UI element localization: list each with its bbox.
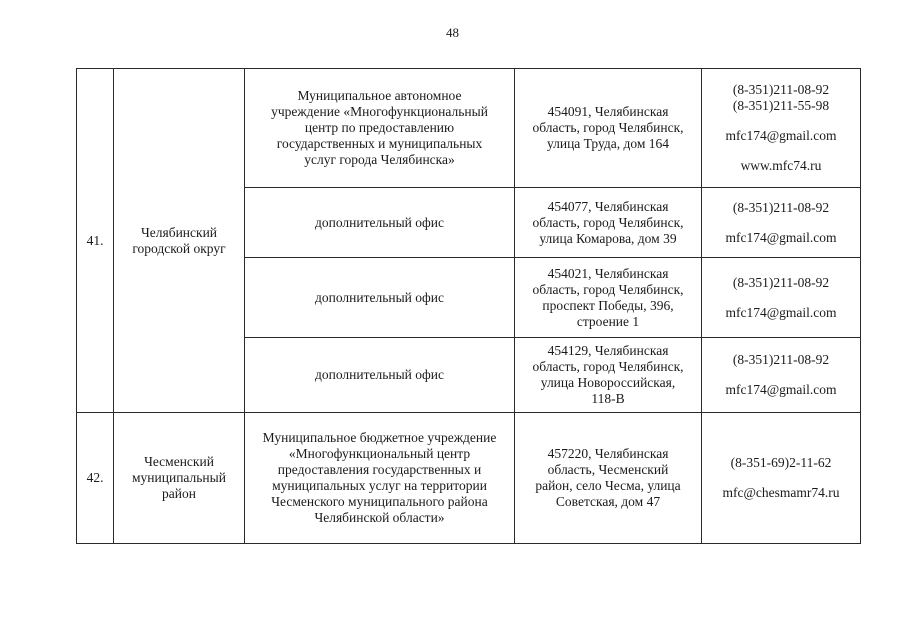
organization-name-line: услуг города Челябинска» xyxy=(304,152,455,167)
row-number: 42. xyxy=(86,470,104,485)
organization-name-line: муниципальных услуг на территории xyxy=(272,478,487,493)
phone: (8-351)211-08-92 xyxy=(732,82,830,97)
row-number-cell xyxy=(77,69,114,413)
district-name-line: Чесменский xyxy=(144,454,214,469)
organization-cell xyxy=(245,338,515,413)
contacts-cell xyxy=(702,338,861,413)
contacts-cell xyxy=(702,188,861,258)
table-row xyxy=(77,413,861,544)
address-line: проспект Победы, 396, xyxy=(542,297,674,313)
address-line: область, город Челябинск, xyxy=(532,120,684,135)
phone: (8-351)211-55-98 xyxy=(732,98,830,113)
phone: (8-351)211-08-92 xyxy=(732,352,830,367)
contacts-cell xyxy=(702,258,861,338)
district-cell xyxy=(114,69,245,413)
organization-name-line: центр по предоставлению xyxy=(304,120,455,135)
address-cell xyxy=(515,258,702,338)
organization-cell xyxy=(245,69,515,188)
email: mfc174@gmail.com xyxy=(725,304,837,320)
address-line: область, город Челябинск, xyxy=(532,214,684,230)
address-line: 454091, Челябинская xyxy=(547,104,669,119)
organization-name-line: Челябинской области» xyxy=(314,510,445,525)
district-cell xyxy=(114,413,245,544)
address-line: область, город Челябинск, xyxy=(532,281,684,297)
organization-name-line: Муниципальное автономное xyxy=(297,88,462,103)
address-cell xyxy=(515,338,702,413)
email: mfc174@gmail.com xyxy=(725,128,837,143)
email: mfc174@gmail.com xyxy=(725,382,837,397)
address-line: улица Новороссийская, xyxy=(540,375,676,390)
organization-name-line: Муниципальное бюджетное учреждение xyxy=(262,430,497,445)
website: www.mfc74.ru xyxy=(740,158,822,173)
phone: (8-351)211-08-92 xyxy=(732,199,830,215)
district-name-line: муниципальный xyxy=(132,470,226,485)
address-line: 454021, Челябинская xyxy=(547,265,669,281)
address-line: район, село Чесма, улица xyxy=(535,478,681,493)
organization-name-line: «Многофункциональный центр xyxy=(288,446,471,461)
row-number: 41. xyxy=(86,232,104,248)
address-line: улица Комарова, дом 39 xyxy=(539,230,677,246)
organization-cell xyxy=(245,413,515,544)
organization-name-line: предоставления государственных и xyxy=(277,462,482,477)
contacts-cell xyxy=(702,413,861,544)
row-number-cell xyxy=(77,413,114,544)
organization-name-line: государственных и муниципальных xyxy=(276,136,483,151)
address-line: улица Труда, дом 164 xyxy=(546,136,670,151)
address-cell xyxy=(515,69,702,188)
address-line: 457220, Челябинская xyxy=(547,446,669,461)
address-line: 118-В xyxy=(591,391,625,406)
address-line: строение 1 xyxy=(576,313,640,329)
district-name-line: район xyxy=(162,486,196,501)
organization-name-line: дополнительный офис xyxy=(315,289,444,305)
organization-name-line: дополнительный офис xyxy=(315,367,444,382)
organization-name-line: учреждение «Многофункциональный xyxy=(271,104,488,119)
district-name-line: городской округ xyxy=(132,240,226,256)
address-cell xyxy=(515,188,702,258)
address-line: 454077, Челябинская xyxy=(547,198,669,214)
email: mfc@chesmamr74.ru xyxy=(722,485,840,500)
phone: (8-351)211-08-92 xyxy=(732,274,830,290)
organization-cell xyxy=(245,188,515,258)
district-name-line: Челябинский xyxy=(140,224,218,240)
phone: (8-351-69)2-11-62 xyxy=(730,455,832,470)
mfc-registry-table xyxy=(76,68,861,544)
email: mfc174@gmail.com xyxy=(725,229,837,245)
organization-name-line: дополнительный офис xyxy=(315,214,444,230)
organization-cell xyxy=(245,258,515,338)
address-cell xyxy=(515,413,702,544)
address-line: область, город Челябинск, xyxy=(532,359,684,374)
table-row xyxy=(77,69,861,188)
address-line: 454129, Челябинская xyxy=(547,343,669,358)
contacts-cell xyxy=(702,69,861,188)
address-line: Советская, дом 47 xyxy=(555,494,661,509)
address-line: область, Чесменский xyxy=(547,462,669,477)
page-number: 48 xyxy=(446,25,459,40)
organization-name-line: Чесменского муниципального района xyxy=(271,494,488,509)
